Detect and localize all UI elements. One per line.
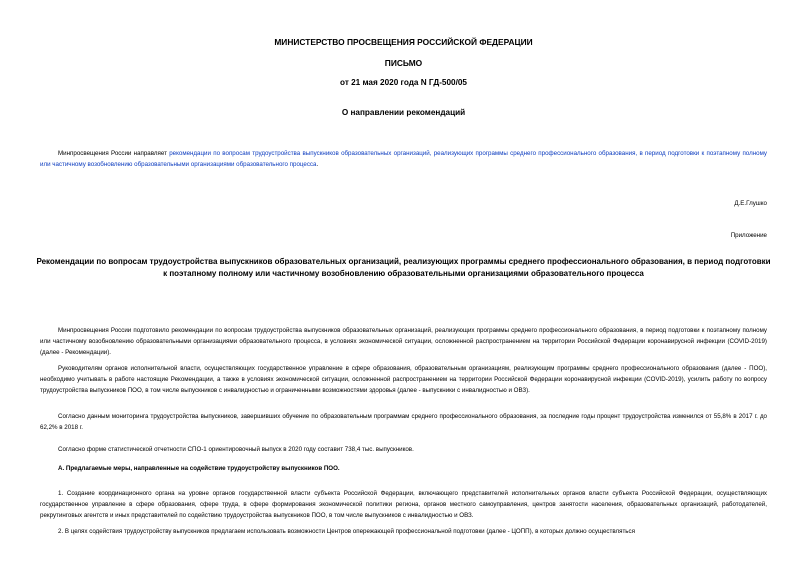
paragraph-3: [40, 411, 767, 433]
section-a-text: А. Предлагаемые меры, направленные на содействие трудоустройству выпускников ПОО.: [58, 465, 340, 472]
paragraph-3-text: Согласно данным мониторинга трудоустройства выпускников, завершивших обучение по образовательным программам среднего профессионального образования, за последние годы процент трудоустройства изменился от 55,8% в 2017 г. до 62,2% в 2018 г.: [40, 413, 767, 432]
letter-subject: О направлении рекомендаций: [341, 108, 466, 117]
paragraph-2-text: Руководителям органов исполнительной власти, осуществляющих государственное управление в сфере образования, образовательным организациям, реализующим программы среднего профессионального образования (далее - ПОО), необходимо учитывать в работе настоящие Рекомендации, а также в условиях экономической ситуации, осложненной распространением на территории Российской Федерации коронавирусной инфекции (COVID-2019), усилить работу по вопросу трудоустройства выпускников ПОО, в том числе выпускников с инвалидностью и ограниченными возможностями здоровья (далее - выпускники с инвалидностью и ОВЗ).: [40, 365, 767, 395]
document-type: ПИСЬМО: [384, 58, 423, 68]
paragraph-5: [40, 488, 767, 522]
recommendations-title: Рекомендации по вопросам трудоустройства выпускников образовательных организаций, реализующих программы среднего профессионального образования, в период подготовки к поэтапному полному или частичному возобновлению образовательными организациями образовательного процесса: [36, 257, 771, 278]
paragraph-6-text: 2. В целях содействия трудоустройству выпускников предлагаем использовать возможности Центров опережающей профессиональной подготовки (далее - ЦОПП), в которых должно осуществляться: [58, 528, 635, 535]
appendix-label: Приложение: [730, 232, 767, 239]
paragraph-1: [40, 325, 767, 359]
paragraph-1-text: Минпросвещения России подготовило рекомендации по вопросам трудоустройства выпускников образовательных организаций, реализующих программы среднего профессионального образования, в период подготовки к поэтапному полному или частичному возобновлению образовательными организациями образовательного процесса, в условиях экономической ситуации, осложненной распространением на территории Российской Федерации коронавирусной инфекции (COVID-2019) (далее - Рекомендации).: [40, 327, 767, 357]
paragraph-2: [40, 363, 767, 397]
paragraph-5-text: 1. Создание координационного органа на уровне органов государственной власти субъекта Российской Федерации, включающего представителей исполнительных органов власти субъекта Российской Федерации, осуществляющих государственное управление в сфере образования, сфере труда, в сфере формирования экономической политики региона, органов местного самоуправления, центров занятости населения, образовательных организаций, работодателей, рекрутинговых агентств и иных представителей по содействию трудоустройства выпускников ПОО, в том числе выпускников с инвалидностью и ОВЗ.: [40, 490, 767, 520]
paragraph-4-text: Согласно форме статистической отчетности СПО-1 ориентировочный выпуск в 2020 году составит 738,4 тыс. выпускников.: [58, 446, 414, 453]
section-a-heading: [40, 463, 767, 474]
intro-text-before: Минпросвещения России направляет: [58, 150, 170, 157]
signature: Д.Е.Глушко: [734, 200, 767, 207]
intro-text-after: .: [316, 161, 319, 169]
paragraph-6: [40, 526, 767, 537]
date-number: от 21 мая 2020 года N ГД-500/05: [340, 78, 467, 87]
recommendations-link[interactable]: рекомендации по вопросам трудоустройства выпускников образовательных организаций, реализующих программы среднего профессионального образования, в период подготовки к поэтапному полному или частичному возобновлению образовательными организациями образовательного процесса: [40, 150, 767, 169]
intro-paragraph: [40, 148, 767, 170]
ministry-heading: МИНИСТЕРСТВО ПРОСВЕЩЕНИЯ РОССИЙСКОЙ ФЕДЕРАЦИИ: [274, 37, 533, 47]
paragraph-4: [40, 444, 767, 455]
